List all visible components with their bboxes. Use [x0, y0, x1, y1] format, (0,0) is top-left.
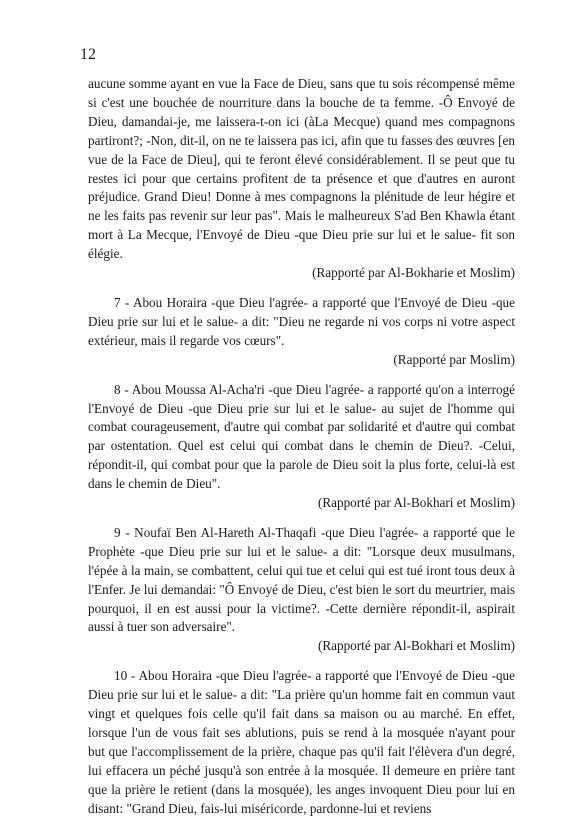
page-number: 12	[80, 46, 96, 63]
hadith-6-continuation	[88, 75, 515, 283]
hadith-text: 8 - Abou Moussa Al-Acha'ri -que Dieu l'agrée- a rapporté qu'on a interrogé l'Envoyé de Dieu -que Dieu prie sur lui et le salue- au sujet de l'homme qui combat courageusement, d'autre qui combat par solidarité et d'autre qui combat par ostentation. Quel est celui qui combat dans le chemin de Dieu?. -Celui, répondit-il, qui combat pour que la parole de Dieu soit la plus forte, celui-là est dans le chemin de Dieu".	[88, 381, 515, 492]
hadith-8	[88, 381, 515, 513]
hadith-source: (Rapporté par Al-Bokhari et Moslim)	[317, 638, 515, 654]
page-body	[88, 75, 515, 830]
hadith-9	[88, 524, 515, 656]
hadith-text: aucune somme ayant en vue la Face de Dieu, sans que tu sois récompensé même si c'est une bouchée de nourriture dans la bouche de ta femme. -Ô Envoyé de Dieu, damandai-je, me laissera-t-on ici (àLa Mecque) quand mes compagnons partiront?; -Non, dit-il, on ne te laissera pas ici, afin que tu fasses des œuvres [en vue de la Face de Dieu], qui te feront élevé considérablement. Il se peut que tu restes ici pour que certains profitent de ta présence et que d'autres en auront préjudice. Grand Dieu! Donne à mes compagnons la plénitude de leur hégire et ne les faits pas revenir sur leur pas". Mais le malheureux S'ad Ben Khawla étant mort à La Mecque, l'Envoyé de Dieu -que Dieu prie sur lui et le salue- fit son élégie.	[88, 76, 515, 262]
hadith-text: 10 - Abou Horaira -que Dieu l'agrée- a rapporté que l'Envoyé de Dieu -que Dieu prie sur lui et le salue- a dit: "La prière qu'un homme fait en commun vaut vingt et quelques fois celle qu'il fait dans sa maison ou au marché. En effet, lorsque l'un de vous fait ses ablutions, puis se rend à la mosquée n'ayant pour but que l'accomplissement de la prière, chaque pas qu'il fait l'élèvera d'un degré, lui effacera un péché jusqu'à son entrée à la mosquée. Il demeure en prière tant que la prière le retient (dans la mosquée), les anges invoquent Dieu pour lui en disant: "Grand Dieu, fais-lui miséricorde, pardonne-lui et reviens	[88, 668, 515, 816]
hadith-text: 9 - Noufaï Ben Al-Hareth Al-Thaqafi -que Dieu l'agrée- a rapporté que le Prophète -que Dieu prie sur lui et le salue- a dit: "Lorsque deux musulmans, l'épée à la main, se combattent, celui qui tue et celui qui est tué iront tous deux à l'Enfer. Je lui demandai: "Ô Envoyé de Dieu, c'est bien le sort du meurtrier, mais pourquoi, il en est aussi pour la victime?. -Cette dernière répondit-il, aspirait aussi à tuer son adversaire".	[88, 524, 515, 635]
hadith-text: 7 - Abou Horaira -que Dieu l'agrée- a rapporté que l'Envoyé de Dieu -que Dieu prie sur lui et le salue- a dit: "Dieu ne regarde ni vos corps ni votre aspect extérieur, mais il regarde vos cœurs".	[88, 294, 515, 348]
hadith-10	[88, 667, 515, 818]
hadith-source: (Rapporté par Moslim)	[393, 351, 515, 367]
hadith-7	[88, 294, 515, 370]
hadith-source: (Rapporté par Al-Bokharie et Moslim)	[312, 265, 515, 281]
hadith-source: (Rapporté par Al-Bokhari et Moslim)	[317, 495, 515, 511]
